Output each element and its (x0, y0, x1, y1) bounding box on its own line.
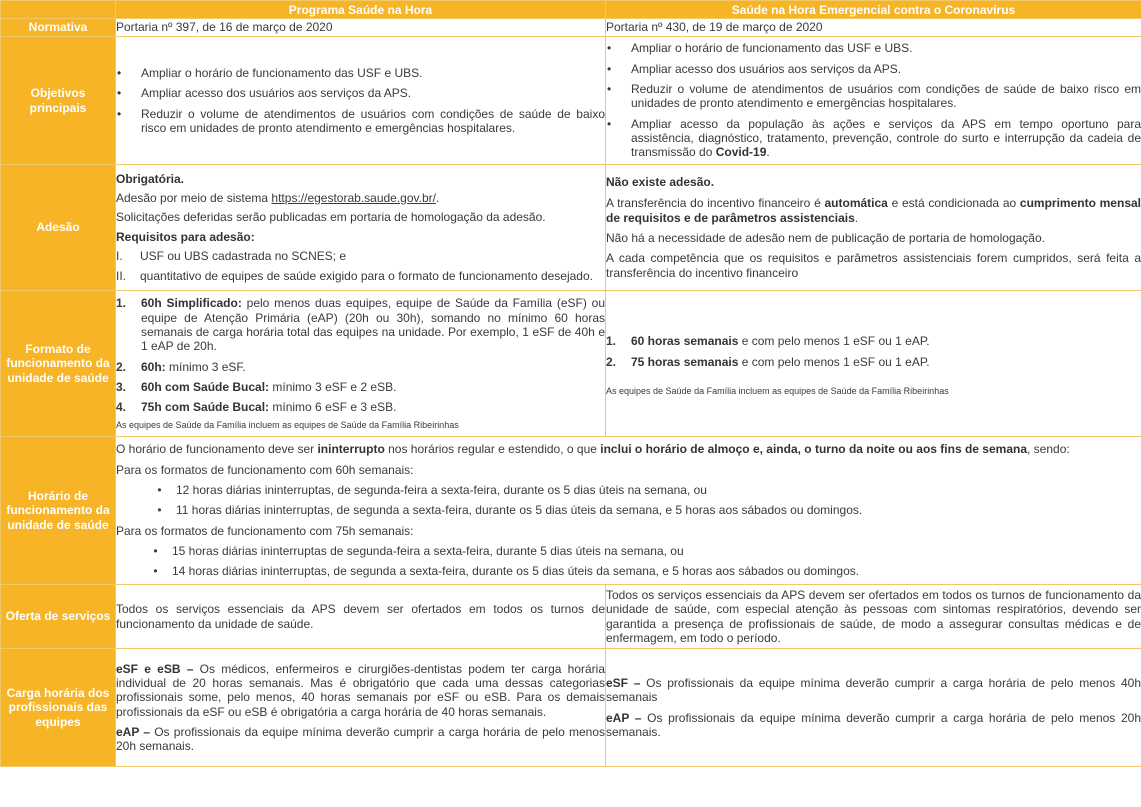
row-label-horario: Horário de funcionamento da unidade de saúde (1, 437, 116, 585)
row-horario (1, 437, 1141, 585)
bullet-icon: • (607, 82, 612, 97)
list-item: 2. 60h: mínimo 3 eSF. (116, 359, 246, 374)
list-item: • Reduzir o volume de atendimentos de usuários com condições de saúde de baixo risco em unidades de pronto atendimento e emergências hospitalares. (607, 82, 1141, 111)
row-label-carga: Carga horária dos profissionais das equipes (1, 649, 116, 767)
header-corner (1, 1, 116, 19)
horario-content: O horário de funcionamento deve ser ininterrupto nos horários regular e estendido, o que inclui o horário de almoço e, ainda, o turno da noite ou aos fins de semana, sendo: Para os formatos de funcionamento com 60h semanais: • 12 horas diárias ininterruptas, de segunda-feira a sexta-feira, durante os 5 dias úteis na semana, ou • 11 horas diárias ininterruptas, de segunda a sexta-feira, durante os 5 dias úteis da semana, e 5 horas aos sábados ou domingos. Para os formatos de funcionamento com 75h semanais: • 15 horas diárias ininterruptas de segunda-feira a sexta-feira, durante 5 dias úteis na semana, ou • 14 horas diárias ininterruptas, de segunda a sexta-feira, durante os 5 dias úteis da semana, e 5 horas aos sábados ou domingos. (116, 437, 1141, 585)
header-col-saude-na-hora: Programa Saúde na Hora (116, 1, 606, 19)
bullet-icon: • (607, 61, 612, 76)
bullet-icon: • (157, 483, 162, 498)
list-item: 3. 60h com Saúde Bucal: mínimo 3 eSF e 2 eSB. (116, 379, 397, 394)
row-oferta (1, 585, 1141, 649)
carga-c2: eSF – Os profissionais da equipe mínima deverão cumprir a carga horária de pelo menos 40h semanais eAP – Os profissionais da equipe mínima deverão cumprir a carga horária de pelo menos 20h semanais. (606, 649, 1141, 767)
bullet-icon: • (153, 564, 158, 579)
row-formato (1, 291, 1141, 437)
bullet-icon: • (117, 86, 122, 101)
list-item: • Ampliar acesso dos usuários aos serviços da APS. (607, 61, 902, 76)
bullet-icon: • (117, 106, 122, 121)
bullet-icon: • (117, 65, 122, 80)
adesao-c2: Não existe adesão. A transferência do incentivo financeiro é automática e está condicionada ao cumprimento mensal de requisitos e de parâmetros assistenciais. Não há a necessidade de adesão nem de publicação de portaria de homologação. A cada competência que os requisitos e parâmetros assistenciais forem cumpridos, será feita a transferência do incentivo financeiro (606, 165, 1141, 291)
row-objetivos (1, 37, 1141, 165)
row-carga (1, 649, 1141, 767)
adesao-obrigatoria: Obrigatória. (116, 171, 185, 186)
list-item: 4. 75h com Saúde Bucal: mínimo 6 eSF e 3 eSB. (116, 400, 397, 415)
list-item: I. USF ou UBS cadastrada no SCNES; e (116, 248, 347, 263)
list-item: • 14 horas diárias ininterruptas, de segunda a sexta-feira, durante os 5 dias úteis da semana, e 5 horas aos sábados ou domingos. (116, 564, 1141, 578)
bullet-icon: • (607, 116, 612, 131)
list-item: • Ampliar acesso da população às ações e serviços da APS em tempo oportuno para assistência, diagnóstico, tratamento, prevenção, controle do surto e interrupção da cadeia de transmissão do Covid-19. (607, 116, 1141, 160)
bullet-icon: • (157, 503, 162, 518)
egestorab-link[interactable]: https://egestorab.saude.gov.br/ (271, 190, 436, 205)
row-label-adesao: Adesão (1, 165, 116, 291)
requisitos-title: Requisitos para adesão: (116, 229, 255, 244)
row-label-oferta: Oferta de serviços (1, 585, 116, 649)
bullet-icon: • (153, 543, 158, 558)
normativa-c1: Portaria nº 397, de 16 de março de 2020 (116, 19, 606, 37)
list-item: • Ampliar o horário de funcionamento das USF e UBS. (117, 65, 423, 80)
list-item: • Ampliar o horário de funcionamento das USF e UBS. (607, 41, 913, 56)
objetivos-c2 (606, 37, 1141, 165)
list-item: 1. 60 horas semanais e com pelo menos 1 eSF ou 1 eAP. (606, 333, 930, 348)
list-item: • 15 horas diárias ininterruptas de segunda-feira a sexta-feira, durante 5 dias úteis na semana, ou (116, 544, 1141, 558)
list-item: • 12 horas diárias ininterruptas, de segunda-feira a sexta-feira, durante os 5 dias úteis na semana, ou (116, 483, 1141, 497)
row-label-formato: Formato de funcionamento da unidade de saúde (1, 291, 116, 437)
oferta-c1: Todos os serviços essenciais da APS devem ser ofertados em todos os turnos de funcionamento da unidade de saúde. (116, 585, 606, 649)
bullet-icon: • (607, 41, 612, 56)
adesao-c1: Obrigatória. Adesão por meio de sistema https://egestorab.saude.gov.br/. Solicitações deferidas serão publicadas em portaria de homologação da adesão. Requisitos para adesão: I. USF ou UBS cadastrada no SCNES; e II. quantitativo de equipes de saúde exigido para o formato de funcionamento desejado. (116, 165, 606, 291)
row-adesao (1, 165, 1141, 291)
oferta-c2: Todos os serviços essenciais da APS devem ser ofertados em todos os turnos de funcionamento da unidade de saúde, com especial atenção às pessoas com sintomas respiratórios, devendo ser garantida a presença de profissionais de saúde, de modo a assegurar consultas médicas e de enfermagem, em todo o período. (606, 585, 1141, 649)
carga-c1: eSF e eSB – Os médicos, enfermeiros e cirurgiões-dentistas podem ter carga horária individual de 20 horas semanais. Mas é obrigatório que cada uma dessas categorias profissionais some, pelo menos, 40 horas semanais por eSF ou eSB. Para os demais profissionais da eSF ou eSB é obrigatória a carga horária de 40 horas semanais. eAP – Os profissionais da equipe mínima deverão cumprir a carga horária de pelo menos 20h semanais. (116, 649, 606, 767)
row-label-normativa: Normativa (1, 19, 116, 37)
ribeirinhas-note-c2: As equipes de Saúde da Família incluem as equipes de Saúde da Família Ribeirinhas (606, 386, 949, 397)
formato-c1 (116, 291, 606, 437)
formato-c2 (606, 291, 1141, 437)
list-item: 1. 60h Simplificado: pelo menos duas equipes, equipe de Saúde da Família (eSF) ou equipe de Atenção Primária (eAP) (20h ou 30h), somando no mínimo 60 horas semanais de carga horária total das equipes na unidade. Por exemplo, 1 eSF de 40h e 1 eAP de 20h. (116, 296, 606, 354)
row-normativa (1, 19, 1141, 37)
list-item: 2. 75 horas semanais e com pelo menos 1 eSF ou 1 eAP. (606, 355, 930, 369)
normativa-c2: Portaria nº 430, de 19 de março de 2020 (606, 19, 1141, 37)
list-item: II. quantitativo de equipes de saúde exigido para o formato de funcionamento desejado. (116, 269, 593, 284)
header-row (1, 1, 1141, 19)
row-label-objetivos: Objetivos principais (1, 37, 116, 165)
header-col-emergencial: Saúde na Hora Emergencial contra o Coronavírus (606, 1, 1141, 19)
list-item: • 11 horas diárias ininterruptas, de segunda a sexta-feira, durante os 5 dias úteis da semana, e 5 horas aos sábados ou domingos. (116, 503, 1141, 517)
objetivos-c1 (116, 37, 606, 165)
ribeirinhas-note-c1: As equipes de Saúde da Família incluem as equipes de Saúde da Família Ribeirinhas (116, 419, 459, 430)
list-item: • Reduzir o volume de atendimentos de usuários com condições de saúde de baixo risco em unidades de pronto atendimento e emergências hospitalares. (117, 106, 605, 135)
list-item: • Ampliar acesso dos usuários aos serviços da APS. (117, 86, 412, 101)
nao-existe-adesao: Não existe adesão. (606, 175, 715, 190)
